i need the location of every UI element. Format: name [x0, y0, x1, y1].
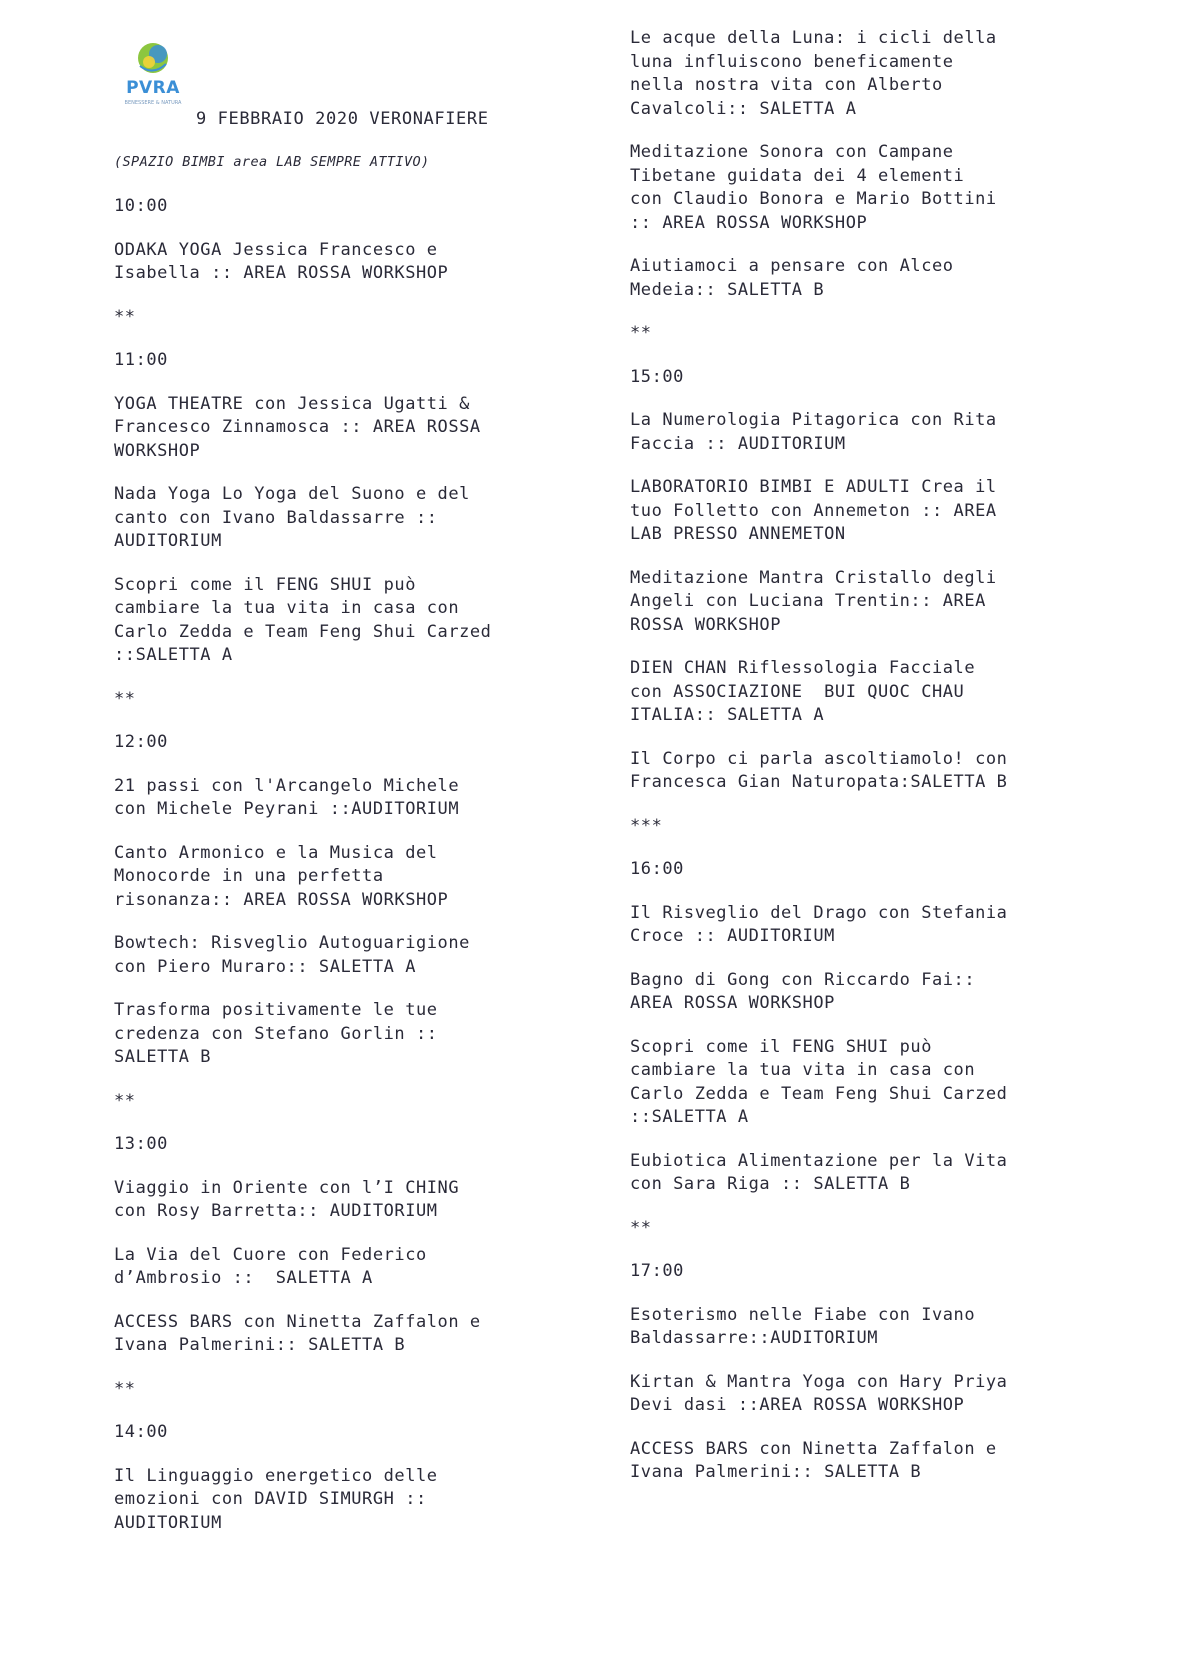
session-item: Il Linguaggio energetico delle emozioni con DAVID SIMURGH :: AUDITORIUM [114, 1465, 438, 1533]
session-item: Le acque della Luna: i cicli della luna influiscono beneficamente nella nostra vita con Alberto Cavalcoli:: SALETTA A [630, 28, 997, 119]
session-item: ACCESS BARS con Ninetta Zaffalon e Ivana Palmerini:: SALETTA B [630, 1438, 997, 1482]
time-slot: 17:00 [630, 1261, 684, 1281]
session-item: Trasforma positivamente le tue credenza con Stefano Gorlin :: SALETTA B [114, 1000, 438, 1067]
session-item: Scopri come il FENG SHUI può cambiare la tua vita in casa con Carlo Zedda e Team Feng Shui Carzed ::SALETTA A [630, 1036, 1008, 1127]
session-item: Esoterismo nelle Fiabe con Ivano Baldassarre::AUDITORIUM [630, 1304, 976, 1348]
session-item: Eubiotica Alimentazione per la Vita con Sara Riga :: SALETTA B [630, 1150, 1008, 1194]
separator: ** [114, 1090, 136, 1111]
session-item: La Numerologia Pitagorica con Rita Faccia :: AUDITORIUM [630, 410, 997, 454]
session-item: Kirtan & Mantra Yoga con Hary Priya Devi dasi ::AREA ROSSA WORKSHOP [630, 1371, 1008, 1415]
event-title: 9 FEBBRAIO 2020 VERONAFIERE [196, 109, 489, 129]
separator: ** [630, 1217, 652, 1238]
time-slot: 13:00 [114, 1134, 168, 1154]
schedule-right-column [630, 27, 1100, 1505]
schedule-left-column [114, 195, 584, 1555]
session-item: Il Corpo ci parla ascoltiamolo! con Francesca Gian Naturopata:SALETTA B [630, 748, 1008, 792]
separator: ** [630, 323, 652, 343]
session-item: La Via del Cuore con Federico d’Ambrosio :: SALETTA A [114, 1244, 427, 1288]
session-item: Aiutiamoci a pensare con Alceo Medeia:: SALETTA B [630, 256, 954, 300]
logo-wordmark: PVRA [126, 78, 180, 98]
time-slot: 12:00 [114, 732, 168, 752]
time-slot: 15:00 [630, 366, 684, 387]
session-item: Meditazione Sonora con Campane Tibetane guidata dei 4 elementi con Claudio Bonora e Mario Bottini :: AREA ROSSA WORKSHOP [630, 142, 997, 233]
session-item: Bowtech: Risveglio Autoguarigione con Piero Muraro:: SALETTA A [114, 933, 470, 977]
session-item: Il Risveglio del Drago con Stefania Croce :: AUDITORIUM [630, 902, 1008, 946]
time-slot: 14:00 [114, 1422, 168, 1442]
session-item: Canto Armonico e la Musica del Monocorde in una perfetta risonanza:: AREA ROSSA WORKSHOP [114, 842, 449, 910]
session-item: LABORATORIO BIMBI E ADULTI Crea il tuo Folletto con Annemeton :: AREA LAB PRESSO ANNEMETON [630, 477, 997, 544]
session-item: Bagno di Gong con Riccardo Fai:: AREA ROSSA WORKSHOP [630, 969, 976, 1013]
separator: ** [114, 1378, 136, 1399]
session-item: ODAKA YOGA Jessica Francesco e Isabella :: AREA ROSSA WORKSHOP [114, 239, 449, 283]
pvra-drop-logo-icon [118, 40, 188, 80]
session-item: Meditazione Mantra Cristallo degli Angeli con Luciana Trentin:: AREA ROSSA WORKSHOP [630, 567, 997, 635]
session-item: DIEN CHAN Riflessologia Facciale con ASSOCIAZIONE BUI QUOC CHAU ITALIA:: SALETTA A [630, 658, 976, 725]
time-slot: 10:00 [114, 196, 168, 216]
time-slot: 11:00 [114, 350, 168, 370]
session-item: Nada Yoga Lo Yoga del Suono e del canto con Ivano Baldassarre :: AUDITORIUM [114, 484, 470, 551]
kids-area-note: (SPAZIO BIMBI area LAB SEMPRE ATTIVO) [114, 154, 430, 170]
session-item: ACCESS BARS con Ninetta Zaffalon e Ivana Palmerini:: SALETTA B [114, 1311, 481, 1355]
separator: ** [114, 306, 136, 327]
session-item: YOGA THEATRE con Jessica Ugatti & Francesco Zinnamosca :: AREA ROSSA WORKSHOP [114, 393, 481, 461]
time-slot: 16:00 [630, 859, 684, 879]
separator: ** [114, 688, 136, 709]
session-item: Viaggio in Oriente con l’I CHING con Rosy Barretta:: AUDITORIUM [114, 1177, 460, 1221]
logo-tagline: BENESSERE & NATURA [124, 100, 182, 106]
session-item: 21 passi con l'Arcangelo Michele con Michele Peyrani ::AUDITORIUM [114, 775, 460, 819]
session-item: Scopri come il FENG SHUI può cambiare la tua vita in casa con Carlo Zedda e Team Feng Shui Carzed ::SALETTA A [114, 574, 492, 665]
separator: *** [630, 815, 663, 836]
pvra-logo [118, 40, 188, 112]
